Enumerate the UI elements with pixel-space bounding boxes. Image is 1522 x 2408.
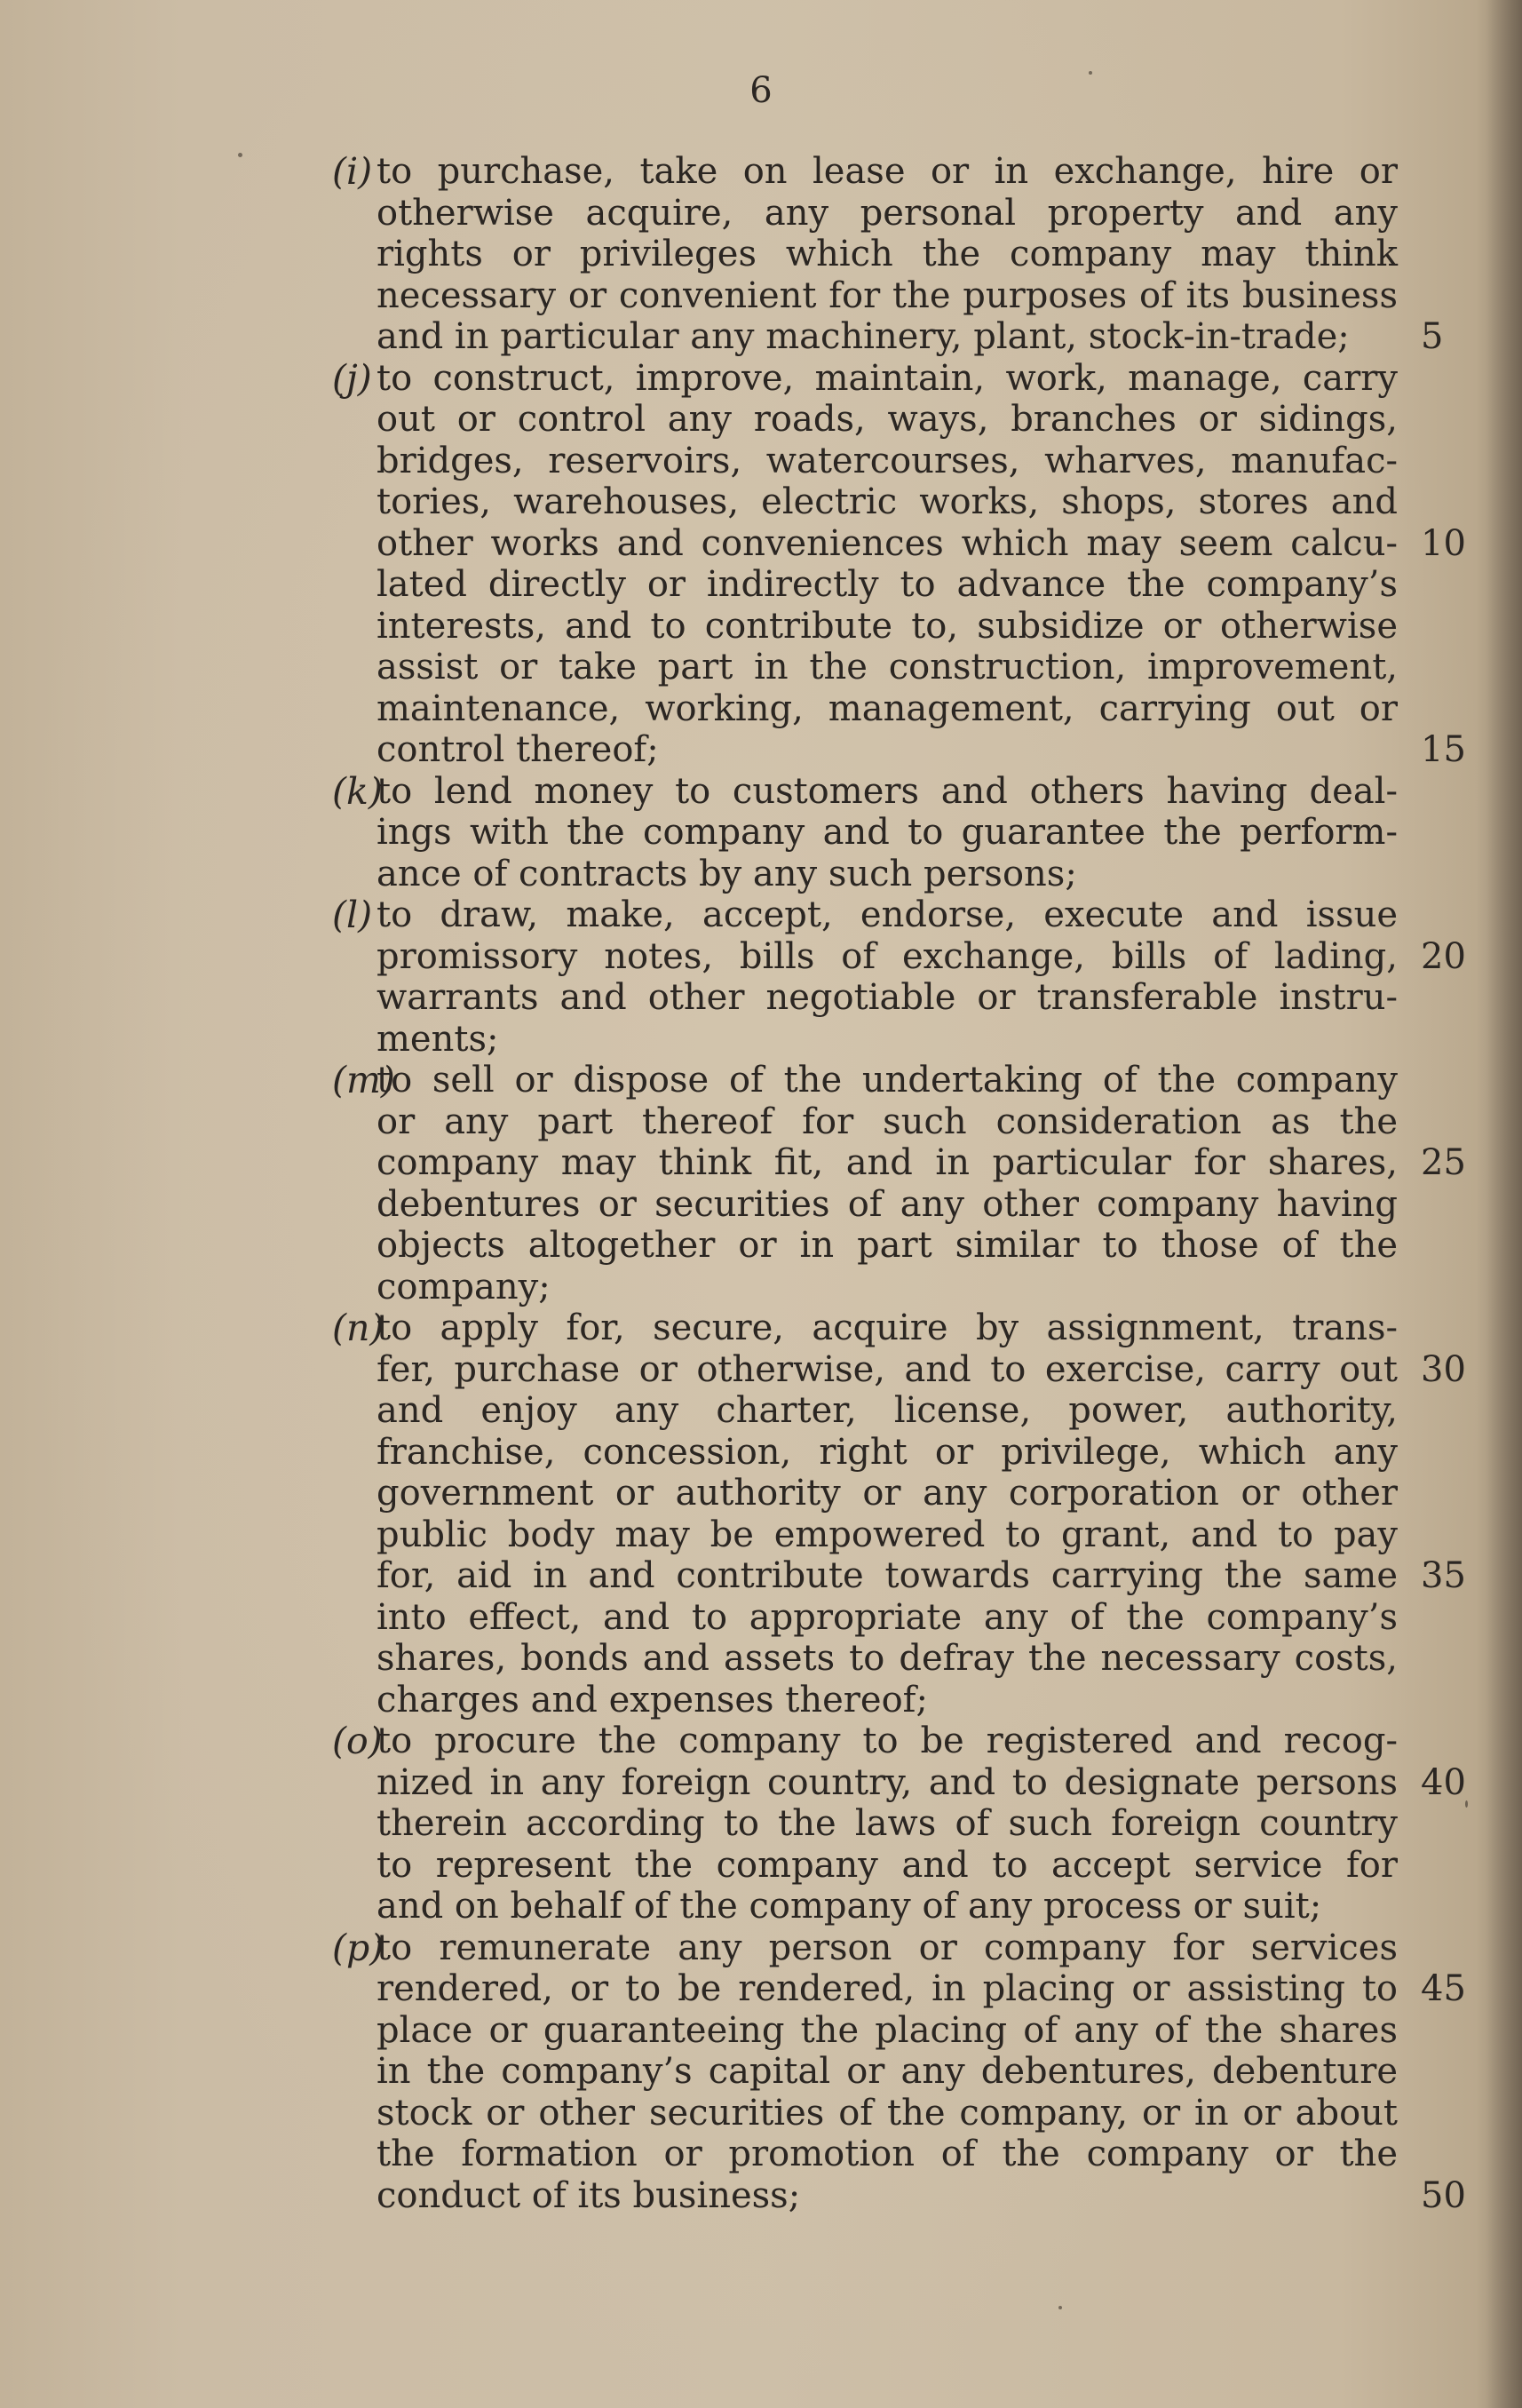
margin-line-number: 10 <box>1421 522 1466 564</box>
text-line <box>377 2009 1398 2052</box>
clause <box>320 769 1398 895</box>
margin-line-number: 35 <box>1421 1555 1466 1596</box>
text-line <box>377 854 1385 895</box>
text-line <box>377 1968 1466 2010</box>
line-text: ments; <box>377 1018 499 1060</box>
text-line <box>377 1886 1385 1927</box>
text-line <box>377 1638 1398 1680</box>
paper-speck <box>238 153 242 157</box>
line-text: for, aid in and contribute towards carrying the same <box>377 1555 1398 1596</box>
clause-letter: (k) <box>332 769 383 813</box>
line-text: to sell or dispose of the undertaking of the company <box>377 1060 1398 1101</box>
text-line <box>377 2174 1466 2217</box>
line-text: nized in any foreign country, and to designate persons <box>377 1761 1398 1803</box>
text-line <box>377 1514 1398 1556</box>
line-text: to remunerate any person or company for services <box>377 1927 1398 1968</box>
line-text: to procure the company to be registered and recog- <box>377 1721 1398 1761</box>
text-line <box>377 1390 1398 1432</box>
margin-line-number: 5 <box>1421 316 1444 357</box>
line-text: the formation or promotion of the company or the <box>377 2134 1398 2174</box>
margin-line-number: 15 <box>1421 729 1466 770</box>
line-text: and enjoy any charter, license, power, authority, <box>377 1390 1398 1431</box>
text-line <box>377 1060 1398 1101</box>
line-text: and in particular any machinery, plant, stock-in-trade; <box>377 316 1350 357</box>
line-text: in the company’s capital or any debentures, debenture <box>377 2051 1398 2092</box>
line-text: to represent the company and to accept service for <box>377 1844 1398 1886</box>
line-text: warrants and other negotiable or transferable instru- <box>377 977 1398 1018</box>
text-line <box>377 1431 1398 1474</box>
line-text: otherwise acquire, any personal property and any <box>377 192 1398 234</box>
text-line <box>377 440 1398 482</box>
page-edge-shadow <box>1486 0 1522 2408</box>
margin-line-number: 20 <box>1421 935 1466 977</box>
clause <box>320 1307 1466 1721</box>
text-line <box>377 316 1444 358</box>
text-line <box>377 1101 1398 1143</box>
text-line <box>377 605 1398 648</box>
line-text: shares, bonds and assets to defray the necessary costs, <box>377 1638 1398 1679</box>
text-line <box>377 192 1398 234</box>
margin-line-number: 45 <box>1421 1968 1466 2009</box>
text-line <box>377 687 1398 730</box>
line-text: bridges, reservoirs, watercourses, wharves, manufac- <box>377 440 1398 481</box>
text-line <box>377 729 1466 771</box>
line-text: fer, purchase or otherwise, and to exercise, carry out <box>377 1348 1398 1390</box>
text-line <box>377 1183 1398 1226</box>
clause <box>320 150 1444 358</box>
text-line <box>377 1721 1398 1762</box>
text-line <box>377 1348 1466 1391</box>
line-text: assist or take part in the construction, improvement, <box>377 647 1398 687</box>
text-line <box>377 2051 1398 2093</box>
line-text: promissory notes, bills of exchange, bills of lading, <box>377 935 1398 977</box>
line-text: charges and expenses thereof; <box>377 1679 928 1721</box>
margin-line-number: 25 <box>1421 1142 1466 1183</box>
line-text: franchise, concession, right or privilege, which any <box>377 1431 1398 1473</box>
text-line <box>377 1844 1398 1887</box>
clause <box>320 1059 1466 1307</box>
text-line <box>377 2134 1398 2175</box>
clause <box>320 894 1466 1060</box>
text-line <box>377 151 1398 193</box>
clause-letter: (p) <box>332 1926 384 1969</box>
line-text: control thereof; <box>377 729 659 770</box>
line-text: to purchase, take on lease or in exchange, hire or <box>377 151 1398 192</box>
legal-text-body <box>320 150 1466 2216</box>
text-line <box>377 1307 1398 1349</box>
line-text: and on behalf of the company of any process or suit; <box>377 1886 1322 1927</box>
page-number: 6 <box>749 70 773 111</box>
clause-letter: (m) <box>332 1059 395 1101</box>
text-line <box>377 274 1398 317</box>
text-line <box>377 357 1398 400</box>
line-text: into effect, and to appropriate any of the company’s <box>377 1596 1398 1638</box>
line-text: company; <box>377 1266 551 1307</box>
clause <box>320 356 1466 771</box>
text-line <box>377 1555 1466 1597</box>
text-line <box>377 977 1398 1019</box>
text-line <box>377 1927 1398 1969</box>
text-line <box>377 564 1398 606</box>
line-text: tories, warehouses, electric works, shops, stores and <box>377 481 1398 522</box>
clause-letter: (i) <box>332 150 373 193</box>
text-line <box>377 894 1398 936</box>
text-line <box>377 1019 1385 1061</box>
text-line <box>377 1680 1385 1721</box>
clause <box>320 1720 1466 1927</box>
text-line <box>377 399 1398 441</box>
margin-line-number: 50 <box>1421 2174 1466 2216</box>
clause <box>320 1926 1466 2217</box>
line-text: therein according to the laws of such foreign country <box>377 1803 1398 1844</box>
text-line <box>377 1142 1466 1184</box>
line-text: conduct of its business; <box>377 2174 801 2216</box>
line-text: to lend money to customers and others having deal- <box>377 770 1398 812</box>
text-line <box>377 770 1398 813</box>
line-text: out or control any roads, ways, branches or sidings, <box>377 399 1398 440</box>
line-text: objects altogether or in part similar to those of the <box>377 1225 1398 1266</box>
margin-line-number: 40 <box>1421 1761 1466 1803</box>
text-line <box>377 1225 1398 1267</box>
line-text: place or guaranteeing the placing of any of the shares <box>377 2009 1398 2051</box>
text-line <box>377 234 1398 275</box>
clause-letter: (j) <box>332 356 372 400</box>
line-text: ings with the company and to guarantee the perform- <box>377 812 1398 853</box>
margin-line-number: 30 <box>1421 1348 1466 1390</box>
line-text: interests, and to contribute to, subsidize or otherwise <box>377 605 1398 647</box>
line-text: maintenance, working, management, carrying out or <box>377 687 1398 729</box>
line-text: other works and conveniences which may seem calcu- <box>377 522 1398 564</box>
line-text: or any part thereof for such consideration as the <box>377 1101 1398 1142</box>
line-text: to apply for, secure, acquire by assignment, trans- <box>377 1307 1398 1348</box>
line-text: government or authority or any corporation or other <box>377 1473 1398 1514</box>
paper-speck <box>1058 2306 1062 2309</box>
line-text: debentures or securities of any other company having <box>377 1183 1398 1225</box>
text-line <box>377 1596 1398 1639</box>
text-line <box>377 812 1398 854</box>
line-text: lated directly or indirectly to advance the company’s <box>377 564 1398 605</box>
line-text: ance of contracts by any such persons; <box>377 853 1077 894</box>
text-line <box>377 1803 1398 1845</box>
text-line <box>377 1267 1385 1308</box>
clause-letter: (l) <box>332 894 373 936</box>
text-line <box>377 522 1466 565</box>
line-text: rendered, or to be rendered, in placing or assisting to <box>377 1968 1398 2009</box>
clause-letter: (o) <box>332 1720 383 1762</box>
text-line <box>377 481 1398 523</box>
line-text: necessary or convenient for the purposes of its business <box>377 274 1398 316</box>
text-line <box>377 1761 1466 1804</box>
clause-letter: (n) <box>332 1307 384 1349</box>
line-text: company may think fit, and in particular for shares, <box>377 1142 1398 1183</box>
text-line <box>377 2092 1398 2134</box>
line-text: to construct, improve, maintain, work, manage, carry <box>377 357 1398 399</box>
line-text: stock or other securities of the company, or in or about <box>377 2092 1398 2134</box>
text-line <box>377 935 1466 978</box>
text-line <box>377 1473 1398 1514</box>
line-text: to draw, make, accept, endorse, execute and issue <box>377 894 1398 935</box>
line-text: rights or privileges which the company may think <box>377 234 1398 274</box>
line-text: public body may be empowered to grant, and to pay <box>377 1514 1398 1555</box>
text-line <box>377 647 1398 688</box>
